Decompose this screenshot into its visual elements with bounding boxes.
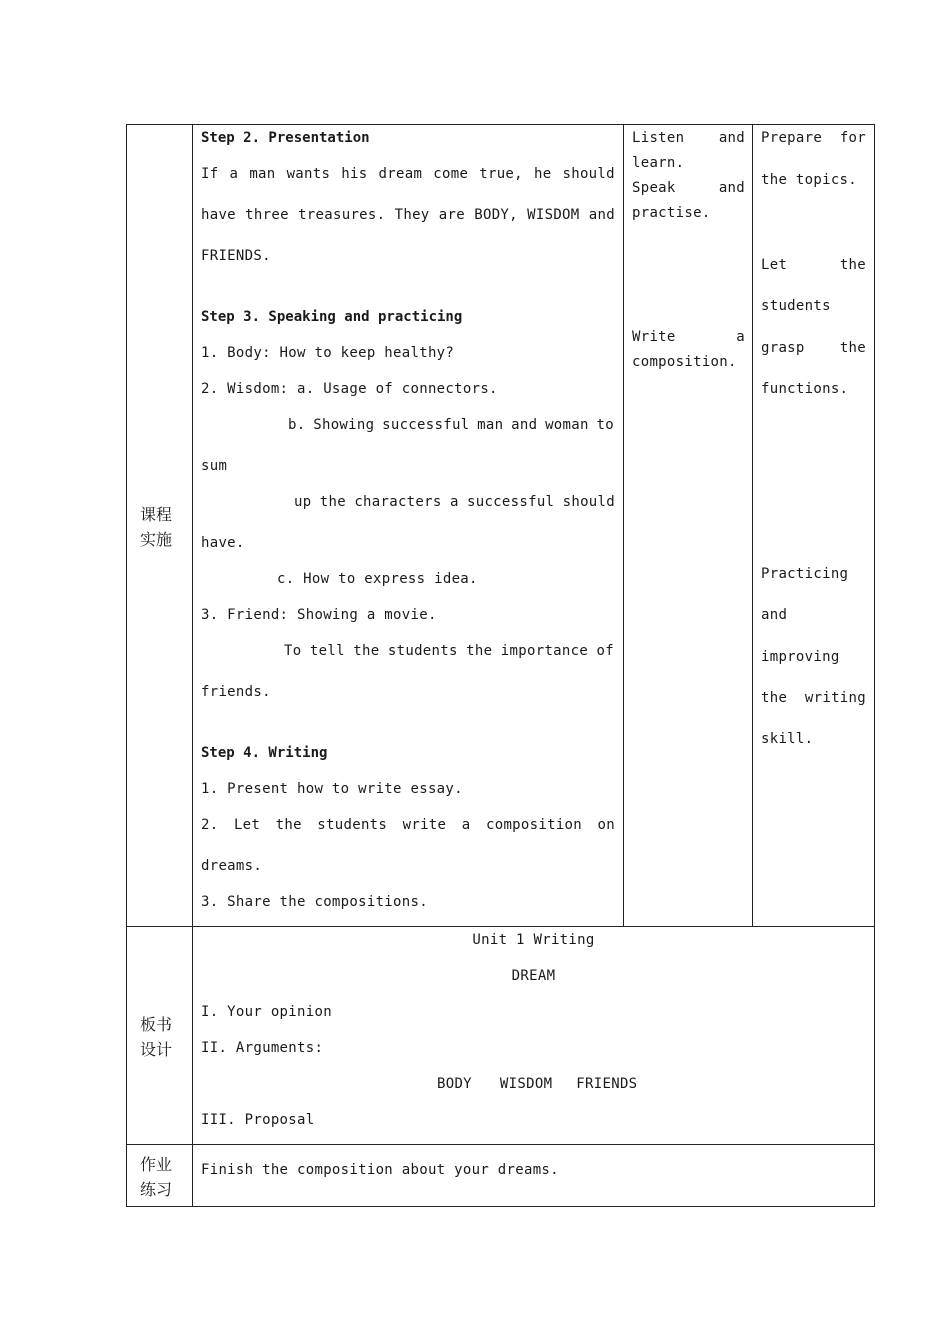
step3-item1: 1. Body: How to keep healthy? [201, 345, 455, 361]
word: successful [382, 417, 470, 433]
homework-text: Finish the composition about your dreams. [201, 1162, 559, 1178]
step3-item2c: c. How to express idea. [277, 571, 478, 587]
step4-title: Step 4. Writing [201, 745, 328, 761]
word: importance [500, 643, 589, 659]
row-label-implementation-line2: 实施 [140, 530, 173, 549]
word: Write [632, 329, 676, 345]
word: woman [545, 417, 589, 433]
activity-listen [632, 128, 745, 148]
word: his [341, 166, 368, 182]
word: the [275, 817, 302, 833]
activity-write-cont: composition. [632, 354, 737, 370]
row-label-board-line1: 板书 [140, 1015, 173, 1034]
table-border-col3 [752, 124, 753, 927]
activity-speak [632, 178, 745, 198]
board-subtitle: DREAM [511, 968, 556, 984]
word: wants [286, 166, 331, 182]
board-item3: III. Proposal [201, 1112, 315, 1128]
word: the [353, 643, 380, 659]
word: Listen [632, 130, 685, 146]
activity-listen-cont: learn. [632, 155, 685, 171]
word: true, [479, 166, 523, 182]
purpose-functions: functions. [761, 381, 849, 397]
step3-title: Step 3. Speaking and practicing [201, 309, 463, 325]
word: and [588, 207, 615, 223]
activity-write [632, 327, 745, 347]
word: to [596, 417, 614, 433]
step4-item2-cont: dreams. [201, 858, 263, 874]
word: he [533, 166, 552, 182]
step3-item3b-cont: friends. [201, 684, 271, 700]
word: students [387, 643, 458, 659]
row-label-homework [140, 1152, 180, 1202]
word: dream [378, 166, 423, 182]
step3-item3: 3. Friend: Showing a movie. [201, 607, 437, 623]
row-label-homework-line2: 练习 [140, 1180, 173, 1199]
word: have [201, 207, 236, 223]
word: come [433, 166, 469, 182]
word: and [718, 130, 745, 146]
step4-item3: 3. Share the compositions. [201, 894, 428, 910]
step3-item2b-line3 [294, 492, 615, 512]
word: Prepare [761, 130, 823, 146]
row-label-homework-line1: 作业 [140, 1155, 173, 1174]
activity-speak-cont: practise. [632, 205, 711, 221]
word: b. [288, 417, 306, 433]
word: the [761, 690, 788, 706]
board-arg-friends: FRIENDS [576, 1076, 638, 1092]
step3-item2b-cont2: have. [201, 535, 245, 551]
word: man [477, 417, 504, 433]
word: on [597, 817, 615, 833]
table-border-row2 [126, 1144, 875, 1145]
step2-title: Step 2. Presentation [201, 130, 370, 146]
purpose-skill: skill. [761, 731, 814, 747]
word: and [511, 417, 538, 433]
word: for [839, 130, 866, 146]
purpose-grasp [761, 338, 866, 358]
step3-item2b [288, 415, 614, 435]
word: characters [354, 494, 442, 510]
table-border-left [126, 124, 127, 1207]
step3-item3b [284, 641, 614, 661]
word: Let [233, 817, 261, 833]
word: write [402, 817, 447, 833]
purpose-prepare [761, 128, 866, 148]
purpose-let [761, 255, 866, 275]
board-args [437, 1074, 637, 1094]
step2-line2 [201, 205, 615, 225]
row-label-board [140, 1012, 180, 1062]
board-title: Unit 1 Writing [472, 932, 595, 948]
board-arg-wisdom: WISDOM [499, 1076, 553, 1092]
word: To [284, 643, 302, 659]
word: Showing [313, 417, 375, 433]
word: Let [761, 257, 788, 273]
word: the [839, 340, 866, 356]
table-border-right [874, 124, 875, 1207]
step2-line3: FRIENDS. [201, 248, 271, 264]
word: Speak [632, 180, 676, 196]
word: a [449, 494, 459, 510]
word: up [294, 494, 312, 510]
word: the [839, 257, 866, 273]
step2-line1 [201, 164, 615, 184]
word: WISDOM [527, 207, 580, 223]
row-label-implementation [140, 502, 180, 552]
purpose-students: students [761, 298, 831, 314]
word: are [438, 207, 465, 223]
table-border-bottom [126, 1206, 875, 1207]
table-border-col2 [623, 124, 624, 927]
purpose-improving: improving [761, 649, 840, 665]
board-arg-body: BODY [437, 1076, 472, 1092]
word: treasures. [298, 207, 386, 223]
step3-item2: 2. Wisdom: a. Usage of connectors. [201, 381, 498, 397]
word: writing [804, 690, 866, 706]
word: BODY, [474, 207, 518, 223]
word: a [461, 817, 471, 833]
word: should [562, 166, 615, 182]
word: 2. [201, 817, 219, 833]
word: a [736, 329, 745, 345]
word: man [249, 166, 276, 182]
word: tell [309, 643, 345, 659]
purpose-practicing: Practicing [761, 566, 849, 582]
word: composition [485, 817, 583, 833]
word: If [201, 166, 219, 182]
table-border-col1 [192, 124, 193, 1207]
step3-item2b-cont: sum [201, 458, 228, 474]
board-item1: I. Your opinion [201, 1004, 332, 1020]
purpose-writing [761, 688, 866, 708]
word: successful [467, 494, 555, 510]
step4-item1: 1. Present how to write essay. [201, 781, 463, 797]
word: They [394, 207, 430, 223]
row-label-implementation-line1: 课程 [140, 505, 173, 524]
word: of [596, 643, 614, 659]
step4-item2 [201, 815, 615, 835]
word: a [229, 166, 239, 182]
purpose-prepare-cont: the topics. [761, 172, 858, 188]
board-item2: II. Arguments: [201, 1040, 324, 1056]
table-border-row1 [126, 926, 875, 927]
word: students [317, 817, 388, 833]
purpose-and: and [761, 607, 788, 623]
word: grasp [761, 340, 805, 356]
word: the [466, 643, 493, 659]
word: the [319, 494, 346, 510]
row-label-board-line2: 设计 [140, 1040, 173, 1059]
table-border-top [126, 124, 875, 125]
word: should [562, 494, 615, 510]
word: and [718, 180, 745, 196]
word: three [245, 207, 289, 223]
